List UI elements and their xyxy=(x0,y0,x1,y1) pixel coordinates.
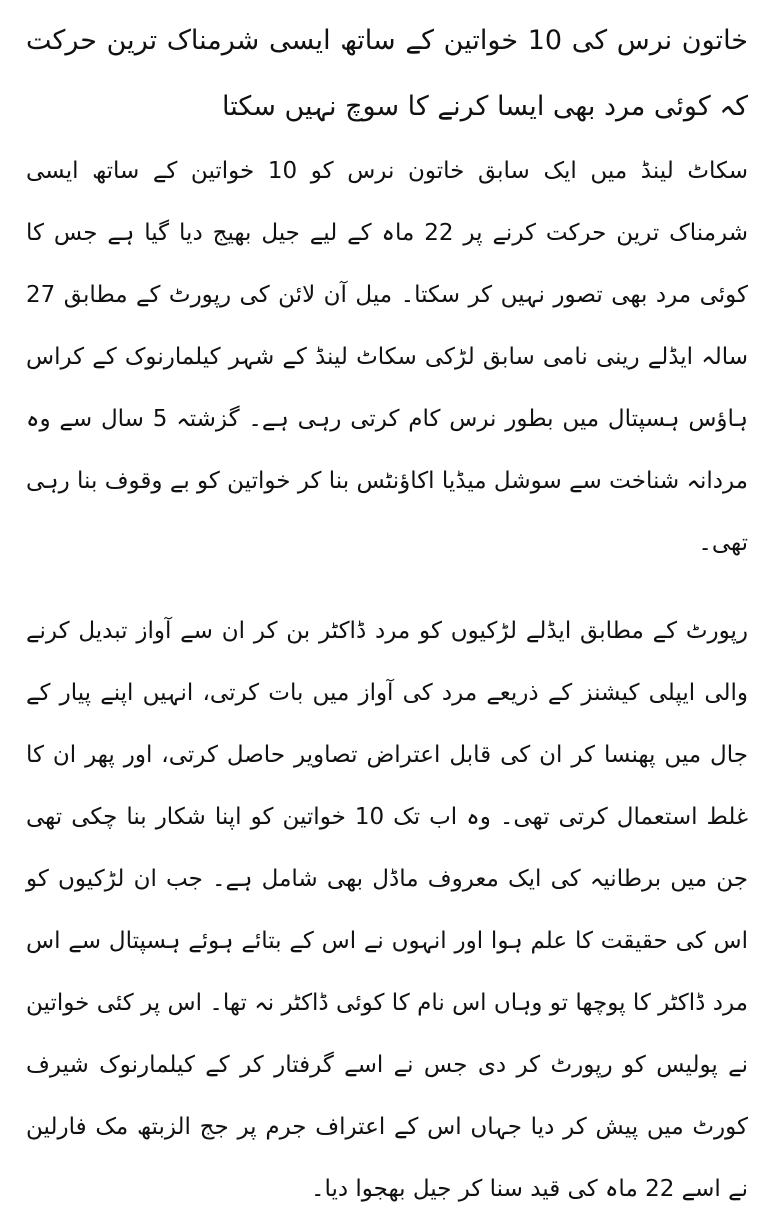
article-headline: خاتون نرس کی 10 خواتین کے ساتھ ایسی شرمناک ترین حرکت کہ کوئی مرد بھی ایسا کرنے کا سوچ نہیں سکتا xyxy=(26,25,748,122)
article-paragraph-1: سکاٹ لینڈ میں ایک سابق خاتون نرس کو 10 خواتین کے ساتھ ایسی شرمناک ترین حرکت کرنے پر 22 ماہ کے لیے جیل بھیج دیا گیا ہے جس کا کوئی مرد بھی تصور نہیں کر سکتا۔ میل آن لائن کی رپورٹ کے مطابق 27 سالہ ایڈلے رینی نامی سابق لڑکی سکاٹ لینڈ کے شہر کیلمارنوک کے کراس ہاؤس ہسپتال میں بطور نرس کام کرتی رہی ہے۔ گزشتہ 5 سال سے وہ مردانہ شناخت سے سوشل میڈیا اکاؤنٹس بنا کر خواتین کو بے وقوف بنا رہی تھی۔ xyxy=(25,158,748,556)
article-paragraph-2: رپورٹ کے مطابق ایڈلے لڑکیوں کو مرد ڈاکٹر بن کر ان سے آواز تبدیل کرنے والی ایپلی کیشنز کے ذریعے مرد کی آواز میں بات کرتی، انہیں اپنے پیار کے جال میں پھنسا کر ان کی قابل اعتراض تصاویر حاصل کرتی، اور پھر ان کا غلط استعمال کرتی تھی۔ وہ اب تک 10 خواتین کو اپنا شکار بنا چکی تھی جن میں برطانیہ کی ایک معروف ماڈل بھی شامل ہے۔ جب ان لڑکیوں کو اس کی حقیقت کا علم ہوا اور انہوں نے اس کے بتائے ہوئے ہسپتال سے اس مرد ڈاکٹر کا پوچھا تو وہاں اس نام کا کوئی ڈاکٹر نہ تھا۔ اس پر کئی خواتین نے پولیس کو رپورٹ کر دی جس نے اسے گرفتار کر کے کیلمارنوک شیرف کورٹ میں پیش کر دیا جہاں اس کے اعتراف جرم پر جج الزبتھ مک فارلین نے اسے 22 ماہ کی قید سنا کر جیل بھجوا دیا۔ xyxy=(26,618,748,1202)
article xyxy=(26,8,748,1220)
